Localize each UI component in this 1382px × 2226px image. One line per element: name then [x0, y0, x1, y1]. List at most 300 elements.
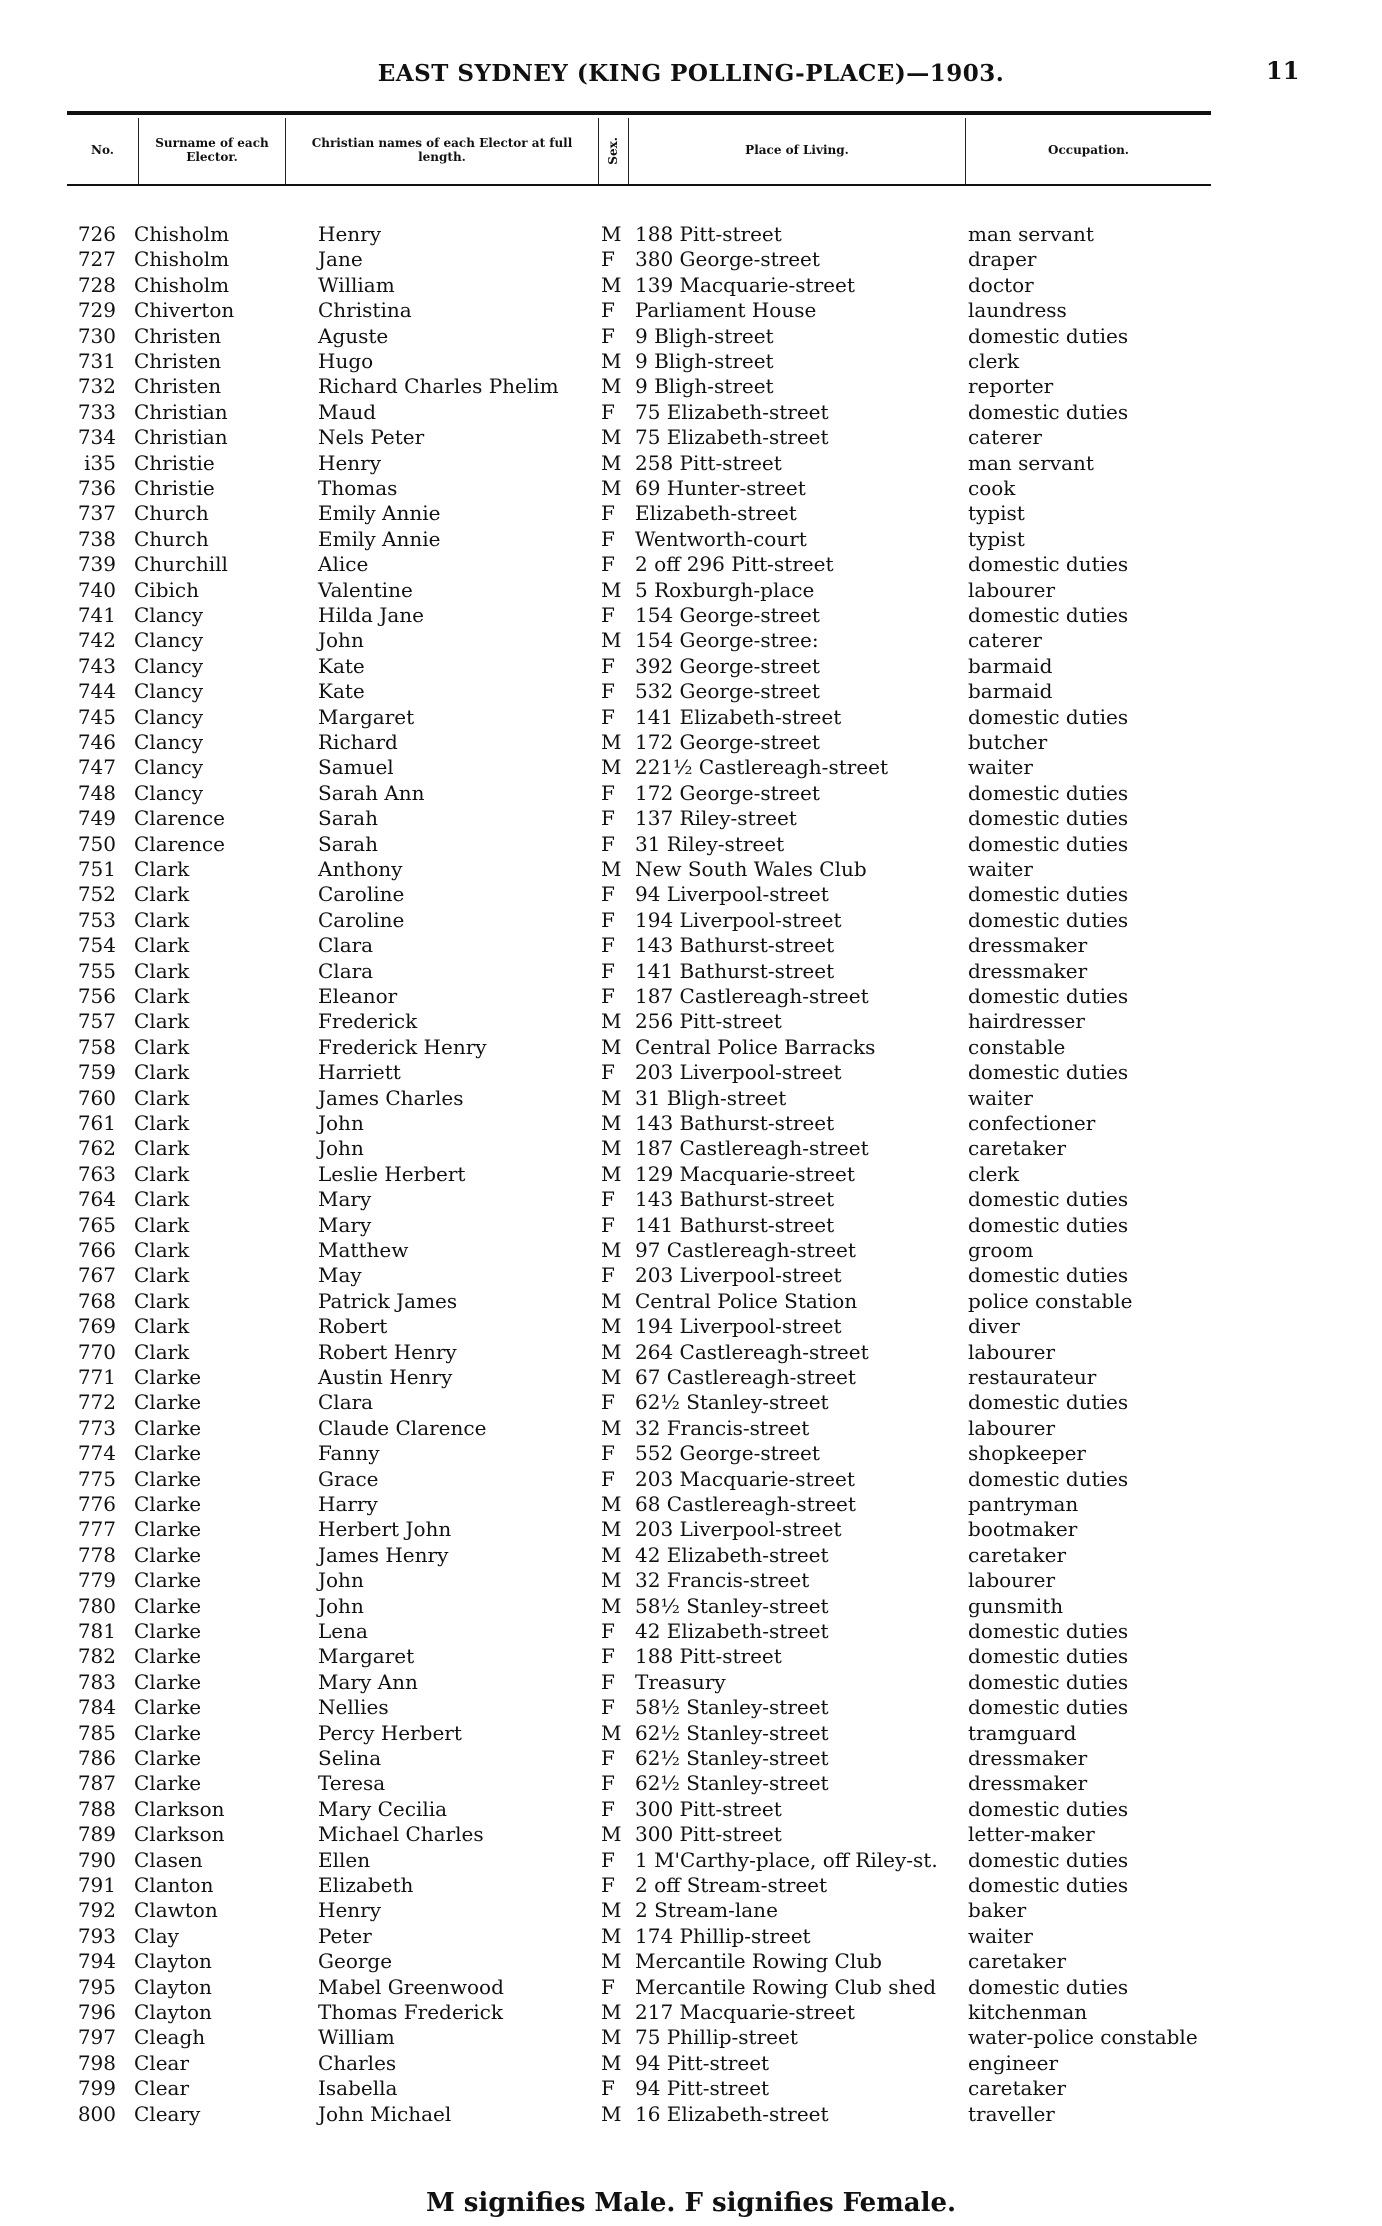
table-row	[0, 679, 1382, 704]
footer-legend: M signifies Male. F signifies Female.	[425, 2188, 957, 2218]
entry-sex: M	[601, 1568, 622, 1593]
entry-number: 786	[77, 1746, 116, 1770]
table-row	[0, 1568, 1382, 1593]
entry-occupation: waiter	[968, 1923, 1033, 1948]
entry-sex: F	[601, 1695, 615, 1720]
entry-occupation: domestic duties	[968, 603, 1129, 627]
table-row	[0, 832, 1382, 857]
table-row	[0, 1136, 1382, 1161]
entry-place-of-living: 221½ Castlereagh-street	[635, 755, 889, 780]
entry-number: 730	[77, 323, 116, 348]
table-row	[0, 628, 1382, 653]
table-row	[0, 552, 1382, 577]
entry-sex: F	[601, 1390, 615, 1415]
entry-occupation: diver	[968, 1314, 1020, 1339]
entry-christian-names: John	[318, 628, 364, 653]
entry-sex: F	[601, 526, 615, 551]
entry-christian-names: Elizabeth	[318, 1873, 414, 1897]
table-row	[0, 349, 1382, 374]
table-row	[0, 984, 1382, 1009]
entry-place-of-living: 9 Bligh-street	[635, 374, 774, 399]
entry-number: 775	[77, 1466, 116, 1491]
entry-occupation: domestic duties	[968, 1060, 1129, 1085]
entry-occupation: labourer	[968, 1339, 1056, 1364]
entry-christian-names: Sarah	[318, 831, 378, 856]
entry-place-of-living: 143 Bathurst-street	[635, 1111, 835, 1135]
entry-surname: Clark	[134, 857, 190, 881]
entry-occupation: shopkeeper	[968, 1441, 1086, 1466]
table-row	[0, 1949, 1382, 1974]
table-row	[0, 324, 1382, 349]
table-row	[0, 400, 1382, 425]
entry-surname: Clarke	[134, 1415, 202, 1440]
entry-christian-names: Sarah Ann	[318, 780, 425, 805]
entry-number: 800	[77, 2101, 116, 2126]
entry-surname: Christian	[134, 425, 228, 450]
entry-sex: F	[601, 552, 615, 577]
entry-place-of-living: 75 Elizabeth-street	[635, 425, 829, 450]
entry-occupation: domestic duties	[968, 1796, 1129, 1821]
entry-number: 789	[77, 1822, 116, 1847]
entry-surname: Churchill	[134, 552, 228, 577]
table-row	[0, 1314, 1382, 1339]
entry-occupation: domestic duties	[968, 1873, 1129, 1897]
table-row	[0, 882, 1382, 907]
column-header-row	[67, 118, 1211, 184]
entry-place-of-living: Elizabeth-street	[635, 501, 797, 526]
entry-occupation: doctor	[968, 272, 1034, 297]
entry-place-of-living: 2 off Stream-street	[635, 1873, 828, 1897]
table-row	[0, 298, 1382, 323]
entry-christian-names: Ellen	[318, 1847, 371, 1872]
table-row	[0, 1111, 1382, 1136]
entry-number: 751	[77, 857, 116, 881]
entry-occupation: cook	[968, 476, 1016, 500]
entry-sex: M	[601, 2000, 622, 2024]
table-row	[0, 222, 1382, 247]
entry-christian-names: Aguste	[318, 323, 389, 348]
entry-surname: Christian	[134, 399, 228, 424]
entry-surname: Clear	[134, 2076, 190, 2101]
entry-occupation: water-police constable	[968, 2025, 1198, 2050]
table-row	[0, 1594, 1382, 1619]
entry-place-of-living: 264 Castlereagh-street	[635, 1339, 869, 1364]
entry-surname: Clancy	[134, 628, 204, 653]
entry-surname: Clark	[134, 882, 190, 907]
entry-sex: F	[601, 1060, 615, 1085]
entry-place-of-living: 141 Bathurst-street	[635, 958, 835, 983]
entry-christian-names: John	[318, 1111, 364, 1135]
entry-surname: Christie	[134, 476, 215, 500]
table-row	[0, 1670, 1382, 1695]
entry-sex: F	[601, 780, 615, 805]
entry-number: 766	[77, 1238, 116, 1262]
entry-christian-names: Alice	[318, 552, 369, 577]
entry-number: 736	[77, 476, 116, 500]
entry-occupation: domestic duties	[968, 323, 1129, 348]
entry-number: 726	[77, 222, 116, 246]
entry-sex: M	[601, 730, 622, 754]
entry-number: 740	[77, 577, 116, 602]
entry-occupation: caterer	[968, 628, 1042, 653]
entry-number: 769	[77, 1314, 116, 1339]
entry-occupation: reporter	[968, 374, 1054, 399]
entry-number: 768	[77, 1288, 116, 1313]
table-row	[0, 1822, 1382, 1847]
entry-place-of-living: Treasury	[635, 1669, 726, 1694]
entry-sex: F	[601, 1466, 615, 1491]
entry-occupation: laundress	[968, 298, 1067, 323]
entry-sex: M	[601, 1415, 622, 1440]
entry-christian-names: John	[318, 1568, 364, 1593]
entry-christian-names: Leslie Herbert	[318, 1161, 466, 1186]
entry-place-of-living: 143 Bathurst-street	[635, 933, 835, 958]
entry-place-of-living: 16 Elizabeth-street	[635, 2101, 829, 2126]
entry-number: 797	[77, 2025, 116, 2050]
entry-sex: F	[601, 501, 615, 526]
entry-christian-names: Austin Henry	[318, 1365, 453, 1389]
entry-sex: M	[601, 1085, 622, 1110]
table-row	[0, 1441, 1382, 1466]
entry-surname: Clark	[134, 1136, 190, 1161]
entry-number: 772	[77, 1390, 116, 1415]
entry-number: 739	[77, 552, 116, 577]
entry-sex: M	[601, 1365, 622, 1389]
entry-place-of-living: 194 Liverpool-street	[635, 1314, 842, 1339]
entry-number: 752	[77, 882, 116, 907]
entry-surname: Clasen	[134, 1847, 203, 1872]
entry-number: 788	[77, 1796, 116, 1821]
column-header-sex-label: Sex.	[605, 137, 620, 165]
entry-surname: Clear	[134, 2050, 190, 2075]
entry-sex: M	[601, 1288, 622, 1313]
entry-place-of-living: 97 Castlereagh-street	[635, 1238, 856, 1262]
table-row	[0, 1390, 1382, 1415]
entry-place-of-living: 62½ Stanley-street	[635, 1390, 829, 1415]
entry-surname: Clanton	[134, 1873, 214, 1897]
entry-place-of-living: 154 George-stree:	[635, 628, 819, 653]
table-row	[0, 374, 1382, 399]
entry-surname: Clark	[134, 1060, 190, 1085]
entry-sex: F	[601, 704, 615, 729]
table-row	[0, 1086, 1382, 1111]
entry-surname: Clayton	[134, 1949, 212, 1974]
table-row	[0, 1416, 1382, 1441]
entry-occupation: domestic duties	[968, 1695, 1129, 1720]
entry-occupation: domestic duties	[968, 1390, 1129, 1415]
entry-surname: Clarke	[134, 1390, 202, 1415]
header-rule	[67, 184, 1211, 186]
entry-occupation: constable	[968, 1034, 1066, 1059]
entry-occupation: baker	[968, 1898, 1027, 1923]
entry-number: 738	[77, 526, 116, 551]
table-row	[0, 1467, 1382, 1492]
table-row	[0, 1924, 1382, 1949]
entry-occupation: pantryman	[968, 1492, 1079, 1516]
entry-number: 744	[77, 679, 116, 704]
entry-surname: Clay	[134, 1923, 179, 1948]
entry-surname: Clarke	[134, 1441, 202, 1466]
entry-sex: M	[601, 1923, 622, 1948]
table-row	[0, 1517, 1382, 1542]
entry-surname: Chisholm	[134, 247, 230, 272]
entry-christian-names: Mary Ann	[318, 1669, 418, 1694]
entry-occupation: clerk	[968, 349, 1020, 373]
entry-christian-names: Mary	[318, 1212, 372, 1237]
entry-place-of-living: 203 Macquarie-street	[635, 1466, 855, 1491]
entry-place-of-living: 188 Pitt-street	[635, 222, 782, 246]
entry-number: 733	[77, 399, 116, 424]
entry-occupation: domestic duties	[968, 552, 1129, 577]
entry-sex: M	[601, 272, 622, 297]
entry-surname: Clarke	[134, 1771, 202, 1796]
entry-occupation: domestic duties	[968, 882, 1129, 907]
entry-occupation: labourer	[968, 577, 1056, 602]
entry-surname: Clarke	[134, 1365, 202, 1389]
entry-christian-names: Emily Annie	[318, 526, 441, 551]
entry-number: 795	[77, 1974, 116, 1999]
entry-occupation: domestic duties	[968, 831, 1129, 856]
table-row	[0, 476, 1382, 501]
entry-surname: Cleary	[134, 2101, 201, 2126]
entry-place-of-living: Mercantile Rowing Club	[635, 1949, 882, 1974]
entry-sex: F	[601, 1669, 615, 1694]
entry-occupation: waiter	[968, 755, 1033, 780]
entry-number: 748	[77, 780, 116, 805]
entry-sex: F	[601, 933, 615, 958]
entry-number: 741	[77, 603, 116, 627]
table-row	[0, 2000, 1382, 2025]
table-row	[0, 2051, 1382, 2076]
entry-place-of-living: 256 Pitt-street	[635, 1009, 782, 1034]
entry-occupation: caterer	[968, 425, 1042, 450]
entry-surname: Church	[134, 526, 209, 551]
entry-sex: M	[601, 1898, 622, 1923]
entry-place-of-living: 188 Pitt-street	[635, 1644, 782, 1669]
entry-christian-names: Christina	[318, 298, 412, 323]
table-row	[0, 578, 1382, 603]
entry-occupation: man servant	[968, 450, 1094, 475]
entry-christian-names: Sarah	[318, 806, 378, 831]
entry-surname: Clark	[134, 1212, 190, 1237]
entry-number: 776	[77, 1492, 116, 1516]
entry-number: 761	[77, 1111, 116, 1135]
entry-place-of-living: Mercantile Rowing Club shed	[635, 1974, 937, 1999]
entry-place-of-living: 187 Castlereagh-street	[635, 1136, 869, 1161]
entry-place-of-living: Central Police Barracks	[635, 1034, 876, 1059]
entry-christian-names: May	[318, 1263, 362, 1288]
entry-surname: Clarke	[134, 1669, 202, 1694]
entry-place-of-living: 75 Elizabeth-street	[635, 399, 829, 424]
column-header-occupation: Occupation.	[1048, 143, 1129, 158]
entry-sex: F	[601, 1746, 615, 1770]
entry-christian-names: Caroline	[318, 907, 405, 932]
entry-surname: Clancy	[134, 679, 204, 704]
entry-place-of-living: 143 Bathurst-street	[635, 1187, 835, 1212]
entry-place-of-living: 9 Bligh-street	[635, 323, 774, 348]
entry-number: 765	[77, 1212, 116, 1237]
entry-occupation: waiter	[968, 857, 1033, 881]
entry-sex: M	[601, 450, 622, 475]
entry-place-of-living: 31 Riley-street	[635, 831, 785, 856]
entry-occupation: letter-maker	[968, 1822, 1095, 1847]
entry-surname: Clarke	[134, 1466, 202, 1491]
entry-place-of-living: 203 Liverpool-street	[635, 1263, 842, 1288]
entry-occupation: domestic duties	[968, 704, 1129, 729]
entry-place-of-living: 532 George-street	[635, 679, 820, 704]
entry-christian-names: Selina	[318, 1746, 382, 1770]
table-row	[0, 1771, 1382, 1796]
entry-surname: Clarence	[134, 806, 225, 831]
entry-christian-names: Emily Annie	[318, 501, 441, 526]
entry-place-of-living: 2 Stream-lane	[635, 1898, 778, 1923]
entry-place-of-living: 58½ Stanley-street	[635, 1695, 829, 1720]
entry-sex: M	[601, 2050, 622, 2075]
table-row	[0, 451, 1382, 476]
entry-sex: M	[601, 1111, 622, 1135]
entry-surname: Cibich	[134, 577, 199, 602]
entry-number: 770	[77, 1339, 116, 1364]
entry-surname: Clarke	[134, 1644, 202, 1669]
entry-place-of-living: 94 Liverpool-street	[635, 882, 829, 907]
entry-christian-names: Anthony	[318, 857, 403, 881]
entry-number: 778	[77, 1542, 116, 1567]
entry-occupation: domestic duties	[968, 1187, 1129, 1212]
entry-place-of-living: 172 George-street	[635, 730, 820, 754]
entry-surname: Clarke	[134, 1568, 202, 1593]
entry-place-of-living: 380 George-street	[635, 247, 820, 272]
entry-christian-names: Harry	[318, 1492, 378, 1516]
entry-sex: F	[601, 1619, 615, 1643]
entry-occupation: dressmaker	[968, 1771, 1088, 1796]
entry-number: 773	[77, 1415, 116, 1440]
entry-place-of-living: 258 Pitt-street	[635, 450, 782, 475]
table-row	[0, 603, 1382, 628]
entry-number: 747	[77, 755, 116, 780]
table-row	[0, 730, 1382, 755]
entry-christian-names: Caroline	[318, 882, 405, 907]
entry-christian-names: John	[318, 1593, 364, 1618]
entry-christian-names: Kate	[318, 679, 365, 704]
entry-number: 791	[77, 1873, 116, 1897]
entry-christian-names: Michael Charles	[318, 1822, 484, 1847]
entry-sex: M	[601, 577, 622, 602]
entry-sex: F	[601, 1847, 615, 1872]
entry-occupation: domestic duties	[968, 806, 1129, 831]
entry-christian-names: James Charles	[318, 1085, 464, 1110]
entry-number: 745	[77, 704, 116, 729]
entry-surname: Church	[134, 501, 209, 526]
entry-sex: F	[601, 1771, 615, 1796]
entry-place-of-living: 42 Elizabeth-street	[635, 1619, 829, 1643]
entry-occupation: waiter	[968, 1085, 1033, 1110]
table-row	[0, 1975, 1382, 2000]
entry-number: 799	[77, 2076, 116, 2101]
entry-number: 754	[77, 933, 116, 958]
entry-surname: Clancy	[134, 780, 204, 805]
entry-surname: Clarkson	[134, 1822, 225, 1847]
entry-number: 743	[77, 653, 116, 678]
entry-occupation: barmaid	[968, 679, 1053, 704]
entry-christian-names: Charles	[318, 2050, 397, 2075]
entry-number: 742	[77, 628, 116, 653]
entry-number: 796	[77, 2000, 116, 2024]
entry-number: 729	[77, 298, 116, 323]
entry-sex: F	[601, 1873, 615, 1897]
entry-surname: Clayton	[134, 2000, 212, 2024]
entry-sex: F	[601, 958, 615, 983]
entry-place-of-living: 1 M'Carthy-place, off Riley-st.	[635, 1847, 938, 1872]
entry-occupation: domestic duties	[968, 984, 1129, 1008]
entry-number: 755	[77, 958, 116, 983]
entry-number: 759	[77, 1060, 116, 1085]
entry-surname: Clark	[134, 984, 190, 1008]
entry-sex: F	[601, 1212, 615, 1237]
entry-occupation: labourer	[968, 1415, 1056, 1440]
entry-sex: M	[601, 1593, 622, 1618]
table-row	[0, 1492, 1382, 1517]
entry-christian-names: Lena	[318, 1619, 368, 1643]
entry-occupation: clerk	[968, 1161, 1020, 1186]
entry-christian-names: Samuel	[318, 755, 394, 780]
entry-place-of-living: 552 George-street	[635, 1441, 820, 1466]
table-row	[0, 1187, 1382, 1212]
entry-surname: Clark	[134, 1111, 190, 1135]
entry-number: 763	[77, 1161, 116, 1186]
entry-sex: M	[601, 2101, 622, 2126]
entry-place-of-living: 141 Bathurst-street	[635, 1212, 835, 1237]
entry-number: 760	[77, 1085, 116, 1110]
entry-occupation: barmaid	[968, 653, 1053, 678]
entry-christian-names: Margaret	[318, 704, 415, 729]
entry-sex: F	[601, 1644, 615, 1669]
table-row	[0, 781, 1382, 806]
entry-place-of-living: 42 Elizabeth-street	[635, 1542, 829, 1567]
column-header-sex	[599, 118, 629, 184]
entry-place-of-living: 174 Phillip-street	[635, 1923, 811, 1948]
entry-sex: M	[601, 1542, 622, 1567]
entry-surname: Clayton	[134, 1974, 212, 1999]
entry-number: 780	[77, 1593, 116, 1618]
entry-occupation: caretaker	[968, 1136, 1066, 1161]
entry-christian-names: Henry	[318, 450, 382, 475]
entry-occupation: domestic duties	[968, 1669, 1129, 1694]
table-row	[0, 2076, 1382, 2101]
table-row	[0, 1695, 1382, 1720]
entry-christian-names: Hilda Jane	[318, 603, 424, 627]
entry-sex: M	[601, 349, 622, 373]
table-row	[0, 705, 1382, 730]
entry-christian-names: William	[318, 2025, 395, 2050]
entry-surname: Clark	[134, 1034, 190, 1059]
entry-surname: Clancy	[134, 653, 204, 678]
entry-number: 727	[77, 247, 116, 272]
entry-place-of-living: 2 off 296 Pitt-street	[635, 552, 834, 577]
table-row	[0, 2102, 1382, 2127]
table-row	[0, 654, 1382, 679]
table-row	[0, 1644, 1382, 1669]
entry-sex: F	[601, 603, 615, 627]
entry-surname: Clarke	[134, 1593, 202, 1618]
entry-christian-names: Richard	[318, 730, 398, 754]
entry-christian-names: John	[318, 1136, 364, 1161]
entry-occupation: dressmaker	[968, 1746, 1088, 1770]
entry-place-of-living: 94 Pitt-street	[635, 2050, 770, 2075]
entry-occupation: caretaker	[968, 2076, 1066, 2101]
entry-place-of-living: 194 Liverpool-street	[635, 907, 842, 932]
entry-sex: M	[601, 857, 622, 881]
entry-place-of-living: 62½ Stanley-street	[635, 1720, 829, 1745]
